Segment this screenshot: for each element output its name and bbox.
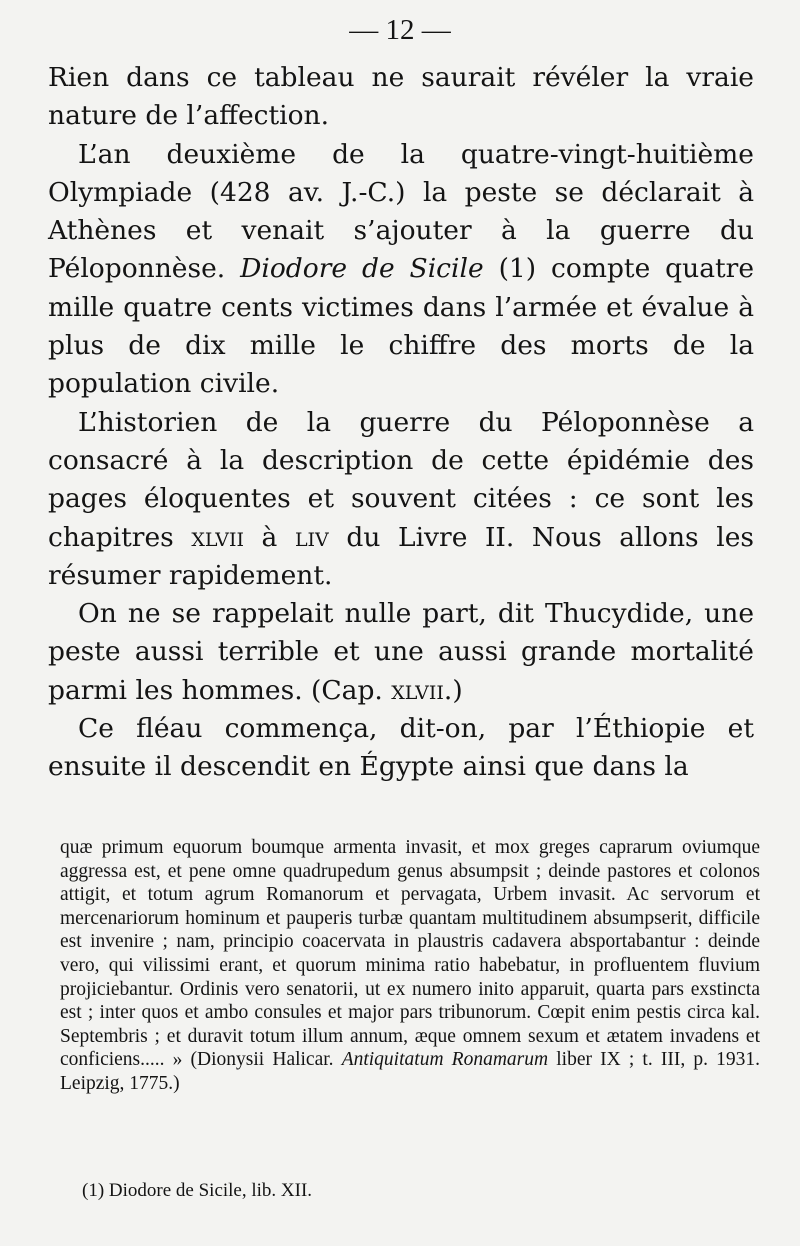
paragraph-text: Ce fléau commença, dit-on, par l’Éthiopie et ensuite il descendit en Égypte ainsi que dans la [48, 713, 754, 783]
latin-quotation [60, 836, 760, 1096]
chapter-numeral: liv [294, 521, 329, 553]
quotation-text: quæ primum equorum boumque armenta invasit, et mox greges caprarum oviumque aggressa est, et pene omne quadrupedum genus absumpsit ; deinde pastores et colonos attigit, et totum agrum Romanorum et pervagata, Urbem invasit. Ac servorum et mercenariorum hominum et pauperis turbæ quantam multitudinem absumpserit, difficile est invenire ; nam, principio coacervata in plaustris cadavera absportabantur : deinde vero, qui vilissimi erant, et quorum minima ratio habebatur, in profluentem fluvium projiciebantur. Ordinis vero senatorii, ut ex numero inito apparuit, quarta pars exstincta est ; inter quos et ambo consules et major pars tribunorum. Cœpit enim pestis circa kal. Septembris ; et duravit totum illum annum, æque omnem sexum et ætatem invadens et conficiens..... » (Dionysii Halicar. [60, 837, 760, 1071]
chapter-numeral: xlvii [391, 674, 444, 706]
paragraph-text: On ne se rappelait nulle part, dit Thucydide, une peste aussi terrible et une aussi grande mortalité parmi les hommes. (Cap. [48, 598, 754, 706]
paragraph [48, 59, 754, 136]
chapter-numeral: xlvii [191, 521, 244, 553]
paragraph-text: L’an deuxième de la quatre-vingt-huitième Olympiade (428 av. J.-C.) la peste se déclarait à Athènes et venait s’ajouter à la guerre du Péloponnèse. [48, 138, 754, 285]
paragraph [48, 136, 754, 404]
page-number: — 12 — [349, 14, 451, 46]
cited-author: Diodore de Sicile [240, 253, 484, 285]
quotation-text: liber IX ; t. III, p. 1931. Leipzig, 1775.) [60, 1049, 760, 1094]
paragraph-text: L’historien de la guerre du Péloponnèse a consacré à la description de cette épidémie des pages éloquentes et souvent citées : ce sont les chapitres [48, 406, 754, 553]
cited-work-title: Antiquitatum Ronamarum [341, 1049, 549, 1071]
paragraph-text: (1) compte quatre mille quatre cents victimes dans l’armée et évalue à plus de dix mille le chiffre des morts de la population civile. [48, 253, 755, 400]
main-text [48, 59, 754, 787]
quotation-paragraph [60, 836, 760, 1096]
paragraph [48, 404, 754, 595]
paragraph [48, 595, 754, 710]
paragraph-text: Rien dans ce tableau ne saurait révéler la vraie nature de l’affection. [48, 62, 754, 132]
paragraph-text: à [243, 521, 295, 553]
paragraph [48, 710, 754, 787]
paragraph-text: du Livre II. Nous allons les résumer rapidement. [48, 521, 755, 591]
paragraph-text: .) [443, 674, 463, 706]
footnote: (1) Diodore de Sicile, lib. XII. [82, 1180, 313, 1201]
